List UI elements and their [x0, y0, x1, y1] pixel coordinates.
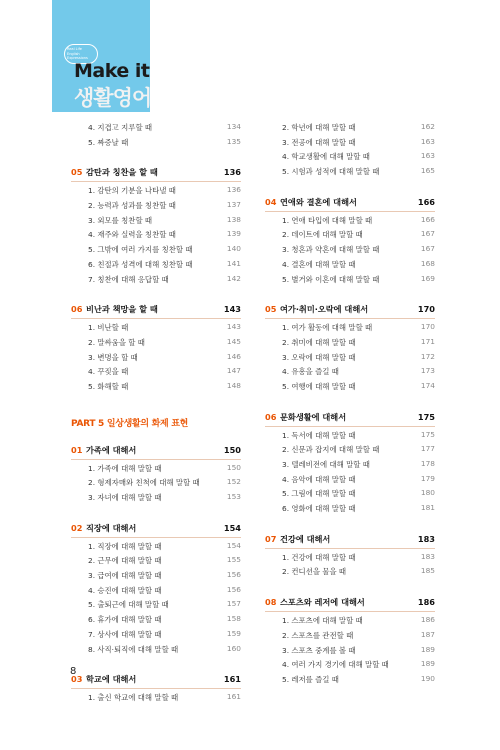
entry-title: 7. 상사에 대해 말할 때 — [88, 629, 162, 639]
section-title: 가족에 대해서 — [86, 444, 137, 455]
entry-page: 189 — [420, 644, 435, 654]
entry-page: 172 — [420, 351, 435, 361]
entry-title: 5. 화해할 때 — [88, 381, 129, 391]
toc-entry[interactable] — [71, 642, 241, 657]
section-number: 07 — [265, 533, 277, 544]
entry-title: 2. 신문과 잡지에 대해 말할 때 — [282, 445, 380, 455]
entry-title: 1. 비난할 때 — [88, 323, 129, 333]
entry-title: 4. 여러 가지 경기에 대해 말할 때 — [282, 660, 389, 670]
entry-page: 156 — [226, 584, 241, 594]
toc-entry[interactable] — [265, 213, 435, 228]
entry-title: 1. 스포츠에 대해 말할 때 — [282, 616, 363, 626]
entry-page: 178 — [420, 459, 435, 468]
entry-page: 167 — [420, 244, 435, 254]
toc-entry[interactable] — [71, 213, 241, 228]
toc-entry[interactable] — [71, 461, 241, 476]
toc-section-heading[interactable] — [71, 165, 241, 179]
entry-title: 4. 음악에 대해 말할 때 — [282, 474, 356, 484]
entry-title: 3. 전공에 대해 말할 때 — [282, 137, 356, 147]
toc-entry[interactable] — [265, 149, 435, 164]
toc-entry[interactable] — [71, 120, 241, 135]
section-page: 170 — [417, 304, 435, 315]
entry-page: 186 — [420, 615, 435, 625]
section-page: 136 — [223, 167, 241, 178]
toc-entry[interactable] — [265, 242, 435, 257]
toc-entry[interactable] — [71, 553, 241, 568]
toc-entry[interactable] — [265, 442, 435, 457]
entry-title: 2. 데이트에 대해 말할 때 — [282, 230, 363, 240]
entry-title: 5. 출퇴근에 대해 말할 때 — [88, 600, 169, 610]
entry-title: 5. 별거와 이혼에 대해 말할 때 — [282, 274, 380, 284]
entry-page: 137 — [226, 200, 241, 210]
entry-title: 2. 취미에 대해 말할 때 — [282, 337, 356, 347]
entry-page: 161 — [226, 692, 241, 702]
toc-entry[interactable] — [71, 272, 241, 287]
entry-page: 190 — [420, 673, 435, 683]
entry-page: 148 — [226, 380, 241, 390]
entry-page: 141 — [226, 258, 241, 268]
entry-title: 4. 지겹고 지루할 때 — [88, 123, 153, 132]
toc-entry[interactable] — [71, 227, 241, 242]
toc-entry[interactable] — [71, 475, 241, 490]
section-page: 154 — [223, 522, 241, 533]
toc-entry[interactable] — [71, 257, 241, 272]
entry-page: 179 — [420, 473, 435, 483]
entry-page: 171 — [420, 336, 435, 346]
entry-title: 5. 시험과 성적에 대해 말할 때 — [282, 167, 380, 177]
section-number: 01 — [71, 444, 83, 455]
toc-left-column — [71, 120, 241, 705]
entry-page: 138 — [226, 214, 241, 224]
entry-page: 166 — [420, 214, 435, 224]
entry-title: 1. 직장에 대해 말할 때 — [88, 541, 162, 551]
entry-page: 143 — [226, 322, 241, 332]
toc-entry[interactable] — [265, 164, 435, 179]
entry-title: 4. 유흥을 즐길 때 — [282, 367, 339, 377]
entry-page: 159 — [226, 628, 241, 638]
section-page: 186 — [417, 597, 435, 608]
entry-title: 6. 휴가에 대해 말할 때 — [88, 615, 162, 625]
section-title: 비난과 책망을 할 때 — [86, 304, 158, 315]
page-number: 8 — [70, 666, 77, 677]
brand-title: Make it — [74, 60, 150, 82]
section-number: 03 — [71, 674, 83, 685]
toc-entry[interactable] — [71, 612, 241, 627]
entry-title: 5. 짜증날 때 — [88, 137, 129, 147]
toc-entry[interactable] — [265, 628, 435, 643]
entry-title: 3. 외모를 칭찬할 때 — [88, 215, 153, 225]
entry-page: 168 — [420, 258, 435, 268]
entry-page: 169 — [420, 273, 435, 283]
section-number: 06 — [71, 304, 83, 315]
toc-entry[interactable] — [265, 643, 435, 658]
section-title: 감탄과 칭찬을 할 때 — [86, 167, 158, 178]
toc-entry[interactable] — [265, 227, 435, 242]
toc-entry[interactable] — [71, 135, 241, 150]
entry-page: 181 — [420, 503, 435, 513]
entry-title: 2. 컨디션을 물을 때 — [282, 567, 347, 577]
toc-entry[interactable] — [265, 257, 435, 272]
toc-entry[interactable] — [265, 657, 435, 672]
section-page: 166 — [417, 196, 435, 207]
entry-title: 4. 학교생활에 대해 말할 때 — [282, 152, 370, 162]
entry-page: 187 — [420, 629, 435, 639]
entry-title: 1. 건강에 대해 말할 때 — [282, 552, 356, 562]
entry-page: 174 — [420, 380, 435, 390]
entry-page: 146 — [226, 351, 241, 361]
entry-title: 3. 텔레비전에 대해 말할 때 — [282, 460, 370, 469]
entry-title: 2. 스포츠를 관전할 때 — [282, 630, 354, 640]
toc-entry[interactable] — [265, 550, 435, 565]
section-title: 스포츠와 레저에 대해서 — [280, 597, 365, 608]
entry-title: 1. 출신 학교에 대해 말할 때 — [88, 693, 179, 703]
section-number: 04 — [265, 196, 277, 207]
entry-title: 1. 독서에 대해 말할 때 — [282, 430, 356, 440]
toc-entry[interactable] — [71, 539, 241, 554]
toc-entry[interactable] — [265, 613, 435, 628]
entry-page: 135 — [226, 136, 241, 146]
entry-title: 5. 여행에 대해 말할 때 — [282, 381, 356, 391]
toc-entry[interactable] — [265, 335, 435, 350]
section-title: 여가·취미·오락에 대해서 — [280, 304, 369, 315]
section-title: 연애와 결혼에 대해서 — [280, 196, 357, 207]
toc-entry[interactable] — [265, 320, 435, 335]
toc-entry[interactable] — [71, 364, 241, 379]
entry-title: 1. 연애 타입에 대해 말할 때 — [282, 215, 373, 225]
part-heading: PART 5 일상생활의 화제 표현 — [71, 418, 189, 429]
toc-entry[interactable] — [265, 120, 435, 135]
section-number: 05 — [71, 167, 83, 178]
toc-entry[interactable] — [71, 627, 241, 642]
entry-page: 154 — [226, 540, 241, 550]
entry-title: 1. 여가 활동에 대해 말할 때 — [282, 323, 373, 333]
entry-title: 6. 영화에 대해 말할 때 — [282, 504, 356, 514]
toc-entry[interactable] — [71, 350, 241, 365]
section-number: 05 — [265, 304, 277, 315]
entry-page: 185 — [420, 566, 435, 576]
entry-title: 4. 승진에 대해 말할 때 — [88, 585, 162, 595]
entry-page: 180 — [420, 488, 435, 498]
entry-title: 2. 형제자매와 친척에 대해 말할 때 — [88, 478, 200, 488]
entry-title: 2. 학년에 대해 말할 때 — [282, 123, 356, 132]
toc-section-heading[interactable] — [265, 302, 435, 316]
toc-section-heading[interactable] — [71, 302, 241, 316]
section-number: 08 — [265, 597, 277, 608]
entry-page: 147 — [226, 366, 241, 376]
entry-page: 175 — [420, 429, 435, 439]
section-title: 직장에 대해서 — [86, 522, 137, 533]
section-number: 06 — [265, 411, 277, 422]
entry-title: 1. 가족에 대해 말할 때 — [88, 463, 162, 473]
entry-title: 5. 레저를 즐길 때 — [282, 674, 339, 684]
entry-page: 139 — [226, 229, 241, 239]
toc-section-heading[interactable] — [265, 195, 435, 209]
toc-section-heading[interactable] — [71, 443, 241, 457]
entry-title: 1. 감탄의 기분을 나타낼 때 — [88, 186, 176, 196]
entry-page: 162 — [420, 122, 435, 131]
section-number: 02 — [71, 522, 83, 533]
toc-entry[interactable] — [71, 490, 241, 505]
toc-entry[interactable] — [71, 597, 241, 612]
entry-title: 4. 결혼에 대해 말할 때 — [282, 259, 356, 269]
toc-section-heading[interactable] — [71, 521, 241, 535]
entry-page: 157 — [226, 599, 241, 609]
toc-entry[interactable] — [265, 672, 435, 687]
entry-title: 5. 그림에 대해 말할 때 — [282, 489, 356, 499]
entry-page: 150 — [226, 462, 241, 472]
toc-section-heading[interactable] — [265, 532, 435, 546]
entry-page: 152 — [226, 477, 241, 487]
entry-title: 2. 말싸움을 할 때 — [88, 337, 145, 347]
toc-entry[interactable] — [71, 568, 241, 583]
toc-entry[interactable] — [265, 364, 435, 379]
toc-entry[interactable] — [71, 320, 241, 335]
entry-page: 170 — [420, 322, 435, 332]
brand-bubble-text: Real Life English Expressions — [67, 47, 88, 60]
entry-page: 165 — [420, 166, 435, 176]
toc-entry[interactable] — [265, 564, 435, 579]
toc-entry[interactable] — [265, 501, 435, 516]
toc-entry[interactable] — [71, 183, 241, 198]
entry-page: 156 — [226, 570, 241, 580]
entry-title: 3. 청혼과 약혼에 대해 말할 때 — [282, 245, 380, 255]
toc-entry[interactable] — [265, 472, 435, 487]
entry-title: 3. 오락에 대해 말할 때 — [282, 352, 356, 362]
toc-entry[interactable] — [265, 457, 435, 472]
entry-title: 5. 그밖에 여러 가지를 칭찬할 때 — [88, 245, 193, 255]
toc-entry[interactable] — [71, 242, 241, 257]
section-page: 183 — [417, 533, 435, 544]
section-page: 161 — [223, 674, 241, 685]
toc-entry[interactable] — [71, 690, 241, 705]
toc-entry[interactable] — [71, 379, 241, 394]
toc-entry[interactable] — [265, 135, 435, 150]
entry-page: 136 — [226, 185, 241, 195]
section-title: 건강에 대해서 — [280, 533, 331, 544]
entry-page: 167 — [420, 229, 435, 239]
toc-entry[interactable] — [265, 350, 435, 365]
entry-page: 158 — [226, 614, 241, 624]
entry-page: 142 — [226, 273, 241, 283]
entry-title: 6. 친절과 성격에 대해 칭찬할 때 — [88, 259, 193, 269]
toc-entry[interactable] — [265, 379, 435, 394]
entry-page: 145 — [226, 336, 241, 346]
entry-title: 3. 급여에 대해 말할 때 — [88, 571, 162, 581]
entry-title: 3. 자녀에 대해 말할 때 — [88, 493, 162, 502]
entry-page: 173 — [420, 366, 435, 376]
entry-page: 134 — [226, 122, 241, 131]
toc-entry[interactable] — [265, 486, 435, 501]
section-page: 150 — [223, 444, 241, 455]
entry-page: 177 — [420, 444, 435, 454]
toc-entry[interactable] — [71, 198, 241, 213]
section-page: 175 — [417, 411, 435, 422]
section-title: 문화생활에 대해서 — [280, 411, 347, 422]
entry-title: 4. 꾸짖을 때 — [88, 367, 129, 377]
entry-page: 155 — [226, 555, 241, 565]
toc-entry[interactable] — [265, 428, 435, 443]
toc-section-heading[interactable] — [265, 595, 435, 609]
entry-title: 2. 근무에 대해 말할 때 — [88, 556, 162, 566]
section-title: 학교에 대해서 — [86, 674, 137, 685]
entry-page: 189 — [420, 659, 435, 669]
entry-title: 3. 변명을 할 때 — [88, 352, 138, 362]
entry-page: 160 — [226, 643, 241, 653]
entry-title: 4. 재주와 실력을 칭찬할 때 — [88, 230, 176, 240]
section-page: 143 — [223, 304, 241, 315]
entry-title: 7. 칭찬에 대해 응답할 때 — [88, 274, 169, 284]
entry-page: 140 — [226, 244, 241, 254]
entry-page: 163 — [420, 136, 435, 146]
entry-title: 3. 스포츠 중계를 볼 때 — [282, 645, 356, 655]
toc-right-column — [265, 120, 435, 687]
toc-entry[interactable] — [71, 335, 241, 350]
toc-section-heading[interactable] — [265, 410, 435, 424]
entry-title: 2. 능력과 성과를 칭찬할 때 — [88, 201, 176, 211]
toc-entry[interactable] — [71, 583, 241, 598]
entry-page: 163 — [420, 151, 435, 161]
toc-section-heading[interactable] — [71, 672, 241, 686]
entry-page: 153 — [226, 492, 241, 501]
brand-subtitle: 생활영어 — [74, 86, 152, 110]
toc-entry[interactable] — [265, 272, 435, 287]
entry-page: 183 — [420, 551, 435, 561]
entry-title: 8. 사직·퇴직에 대해 말할 때 — [88, 644, 179, 654]
